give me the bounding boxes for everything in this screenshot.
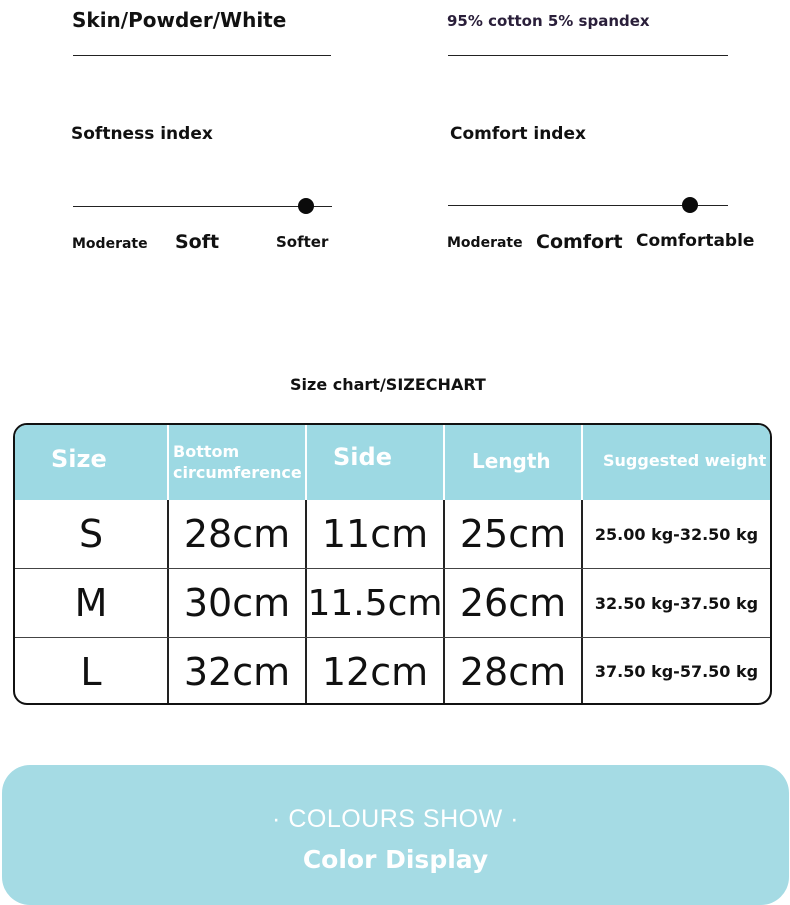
- colours-banner: [2, 765, 789, 905]
- comfort-label-comfortable: Comfortable: [636, 231, 755, 251]
- table-cell: 26cm: [459, 581, 567, 625]
- column-divider: [443, 425, 445, 500]
- softness-label-soft: Soft: [175, 231, 220, 253]
- table-cell: 28cm: [183, 512, 291, 556]
- size-chart-title: Size chart/SIZECHART: [290, 375, 486, 394]
- divider: [73, 55, 331, 56]
- header-side: Side: [333, 443, 392, 471]
- header-length: Length: [472, 449, 551, 473]
- table-cell: L: [80, 649, 102, 694]
- column-divider: [581, 425, 583, 500]
- header-size: Size: [51, 445, 107, 473]
- table-cell: S: [78, 512, 104, 556]
- column-divider: [305, 425, 307, 500]
- banner-title: Color Display: [302, 845, 489, 874]
- column-divider: [167, 425, 169, 500]
- softness-scale-line: [73, 206, 332, 207]
- table-cell: 11cm: [321, 512, 429, 556]
- comfort-title: Comfort index: [450, 124, 586, 144]
- table-cell: 28cm: [459, 649, 567, 694]
- comfort-label-moderate: Moderate: [447, 235, 523, 251]
- softness-label-softer: Softer: [276, 233, 329, 251]
- banner-subtitle: · COLOURS SHOW ·: [272, 805, 519, 833]
- header-suggested-weight: Suggested weight: [603, 451, 767, 470]
- table-cell: 32cm: [183, 649, 291, 694]
- table-cell: 25cm: [459, 512, 567, 556]
- table-cell: 32.50 kg-37.50 kg: [594, 593, 759, 613]
- table-cell: 37.50 kg-57.50 kg: [594, 662, 759, 681]
- softness-level-dot: [298, 198, 314, 214]
- table-cell: 25.00 kg-32.50 kg: [594, 524, 759, 544]
- header-bottom-circumference: Bottom circumference: [173, 442, 302, 482]
- size-chart-table: [13, 423, 772, 705]
- softness-label-moderate: Moderate: [72, 236, 148, 252]
- colors-text: Skin/Powder/White: [72, 8, 287, 32]
- material-text: 95% cotton 5% spandex: [447, 12, 650, 30]
- comfort-label-comfort: Comfort: [536, 231, 623, 253]
- table-cell: 11.5cm: [307, 582, 443, 624]
- divider: [448, 55, 728, 56]
- softness-title: Softness index: [71, 124, 213, 144]
- table-cell: M: [74, 581, 108, 625]
- comfort-level-dot: [682, 197, 698, 213]
- table-cell: 12cm: [321, 649, 429, 694]
- table-cell: 30cm: [183, 581, 291, 625]
